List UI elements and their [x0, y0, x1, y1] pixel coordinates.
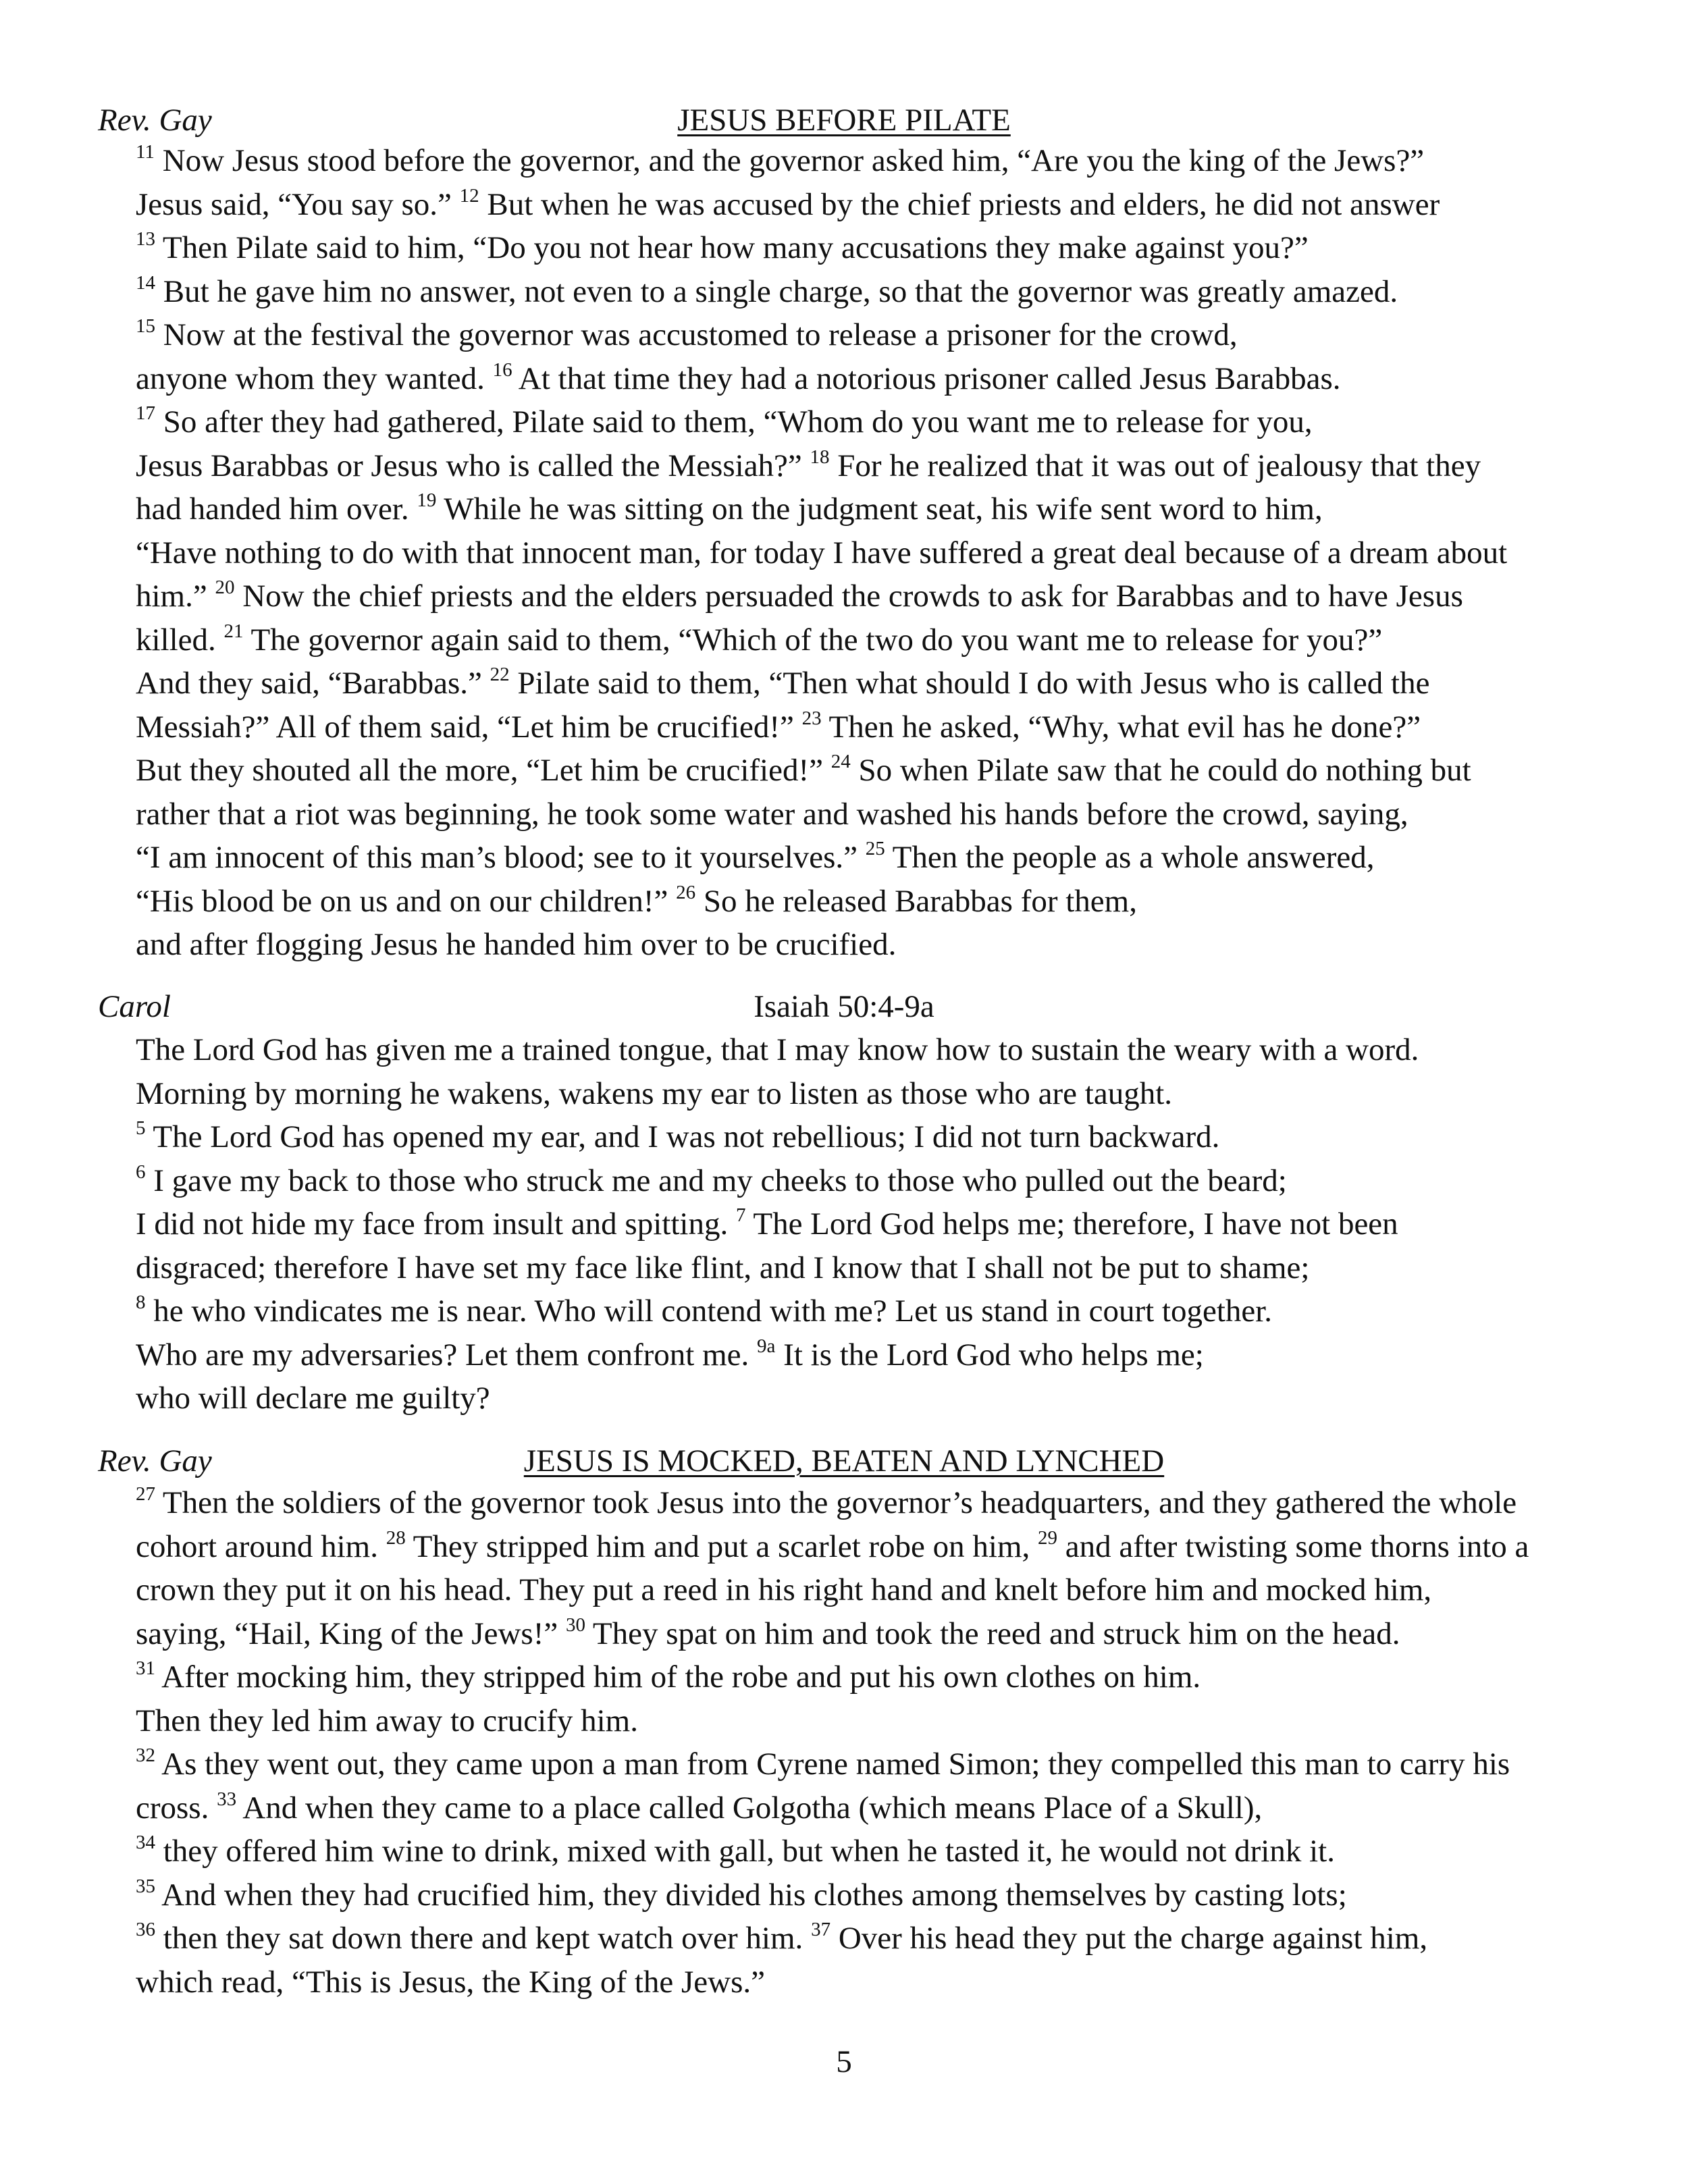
text-line	[136, 923, 1662, 967]
verse-number: 6	[136, 1161, 146, 1183]
page-number: 5	[836, 2044, 852, 2079]
verse-text: cohort around him.	[136, 1528, 386, 1564]
verse-text: he who vindicates me is near. Who will contend with me? Let us stand in court together.	[145, 1294, 1273, 1329]
verse-text: anyone whom they wanted.	[136, 361, 493, 396]
text-line	[136, 313, 1662, 357]
text-line	[136, 1786, 1662, 1830]
text-line	[136, 1742, 1662, 1786]
section-body-1	[136, 139, 1662, 967]
verse-text: then they sat down there and kept watch over him.	[155, 1921, 812, 1956]
verse-number: 20	[215, 577, 235, 598]
verse-text: Pilate said to them, “Then what should I do with Jesus who is called the	[509, 666, 1430, 701]
speaker-label: Rev. Gay	[98, 103, 212, 138]
verse-number: 12	[459, 184, 479, 207]
verse-number: 23	[801, 707, 822, 729]
text-line	[136, 705, 1662, 749]
text-line	[136, 1246, 1662, 1290]
text-line	[136, 226, 1662, 270]
verse-text: Now Jesus stood before the governor, and the governor asked him, “Are you the king of the Jews?”	[154, 143, 1425, 178]
text-line	[136, 1377, 1662, 1420]
text-line	[136, 880, 1662, 924]
verse-text: But he gave him no answer, not even to a single charge, so that the governor was greatly amazed.	[155, 273, 1398, 309]
verse-text: “His blood be on us and on our children!”	[136, 883, 677, 919]
verse-number: 29	[1038, 1526, 1058, 1549]
text-line	[136, 357, 1662, 401]
verse-number: 34	[136, 1832, 155, 1853]
verse-text: Then they led him away to crucify him.	[136, 1703, 638, 1738]
verse-text: The Lord God has opened my ear, and I was not rebellious; I did not turn backward.	[145, 1119, 1220, 1154]
text-line	[136, 1917, 1662, 1961]
verse-text: and after flogging Jesus he handed him over to be crucified.	[136, 927, 897, 962]
text-line	[136, 836, 1662, 880]
section-title: Isaiah 50:4-9a	[754, 989, 934, 1024]
text-line	[136, 487, 1662, 531]
verse-number: 25	[865, 838, 885, 859]
text-line	[136, 618, 1662, 662]
text-line	[136, 444, 1662, 488]
text-line	[136, 1115, 1662, 1159]
verse-text: Who are my adversaries? Let them confront me.	[136, 1337, 758, 1373]
verse-text: The Lord God has given me a trained tongue, that I may know how to sustain the weary with a word.	[136, 1032, 1419, 1067]
verse-text: disgraced; therefore I have set my face like flint, and I know that I shall not be put to shame;	[136, 1250, 1310, 1285]
verse-text: As they went out, they came upon a man from Cyrene named Simon; they compelled this man to carry his	[155, 1747, 1510, 1782]
text-line	[136, 793, 1662, 836]
verse-text: But when he was accused by the chief priests and elders, he did not answer	[479, 186, 1440, 222]
text-line	[136, 1028, 1662, 1072]
verse-text: So after they had gathered, Pilate said to them, “Whom do you want me to release for you,	[155, 404, 1313, 440]
verse-number: 11	[136, 141, 155, 163]
verse-number: 36	[136, 1919, 155, 1940]
verse-number: 7	[735, 1204, 746, 1226]
verse-text: rather that a riot was beginning, he took some water and washed his hands before the crowd, saying,	[136, 796, 1408, 832]
text-line	[136, 1612, 1662, 1656]
verse-text: After mocking him, they stripped him of the robe and put his own clothes on him.	[155, 1659, 1201, 1695]
verse-text: Now at the festival the governor was accustomed to release a prisoner for the crowd,	[155, 317, 1238, 352]
verse-text: Messiah?” All of them said, “Let him be crucified!”	[136, 709, 802, 745]
verse-number: 17	[136, 402, 155, 424]
verse-number: 14	[136, 271, 155, 294]
verse-text: And they said, “Barabbas.”	[136, 666, 490, 701]
text-line	[136, 1655, 1662, 1699]
verse-text: The Lord God helps me; therefore, I have not been	[745, 1206, 1398, 1242]
verse-text: Then Pilate said to him, “Do you not hear how many accusations they make against you?”	[155, 230, 1309, 265]
verse-text: which read, “This is Jesus, the King of the Jews.”	[136, 1964, 765, 2000]
text-line	[136, 662, 1662, 705]
speaker-label: Rev. Gay	[98, 1443, 212, 1479]
text-line	[136, 1568, 1662, 1612]
text-line	[136, 1202, 1662, 1246]
verse-text: For he realized that it was out of jealousy that they	[829, 448, 1481, 483]
section-title: JESUS BEFORE PILATE	[677, 103, 1011, 138]
verse-number: 18	[810, 446, 830, 468]
text-line	[136, 1289, 1662, 1333]
verse-number: 24	[830, 751, 851, 772]
verse-text: killed.	[136, 622, 224, 658]
text-line	[136, 270, 1662, 314]
verse-text: and after twisting some thorns into a	[1057, 1528, 1529, 1564]
verse-text: Then he asked, “Why, what evil has he done?”	[821, 709, 1421, 745]
verse-number: 35	[136, 1875, 155, 1897]
verse-text: Now the chief priests and the elders persuaded the crowds to ask for Barabbas and to have Jesus	[234, 579, 1463, 614]
text-line	[136, 1481, 1662, 1525]
verse-number: 21	[223, 620, 244, 642]
verse-text: They spat on him and took the reed and struck him on the head.	[585, 1616, 1400, 1651]
verse-text: And when they had crucified him, they divided his clothes among themselves by casting lots;	[155, 1877, 1347, 1913]
verse-number: 27	[136, 1483, 155, 1505]
verse-text: It is the Lord God who helps me;	[775, 1337, 1204, 1373]
text-line	[136, 1525, 1662, 1569]
text-line	[136, 1961, 1662, 2004]
text-line	[136, 1873, 1662, 1917]
verse-text: So he released Barabbas for them,	[695, 883, 1137, 919]
verse-number: 33	[217, 1788, 237, 1810]
verse-text: While he was sitting on the judgment seat, his wife sent word to him,	[436, 491, 1323, 527]
text-line	[136, 183, 1662, 227]
verse-number: 15	[136, 315, 155, 337]
speaker-label: Carol	[98, 989, 171, 1024]
verse-number: 22	[490, 664, 510, 685]
verse-text: Then the people as a whole answered,	[885, 840, 1375, 875]
verse-number: 8	[136, 1291, 146, 1313]
verse-text: Then the soldiers of the governor took Jesus into the governor’s headquarters, and they gathered the whole	[155, 1485, 1517, 1520]
text-line	[136, 1333, 1662, 1377]
text-line	[136, 531, 1662, 575]
verse-text: The governor again said to them, “Which of the two do you want me to release for you?”	[243, 622, 1383, 658]
verse-text: And when they came to a place called Golgotha (which means Place of a Skull),	[236, 1790, 1263, 1826]
verse-number: 26	[676, 881, 696, 903]
verse-text: So when Pilate saw that he could do nothing but	[850, 753, 1471, 788]
verse-text: crown they put it on his head. They put a reed in his right hand and knelt before him and mocked him,	[136, 1572, 1432, 1607]
verse-number: 37	[811, 1919, 831, 1940]
verse-number: 5	[136, 1117, 146, 1139]
verse-number: 28	[386, 1526, 406, 1549]
verse-number: 32	[136, 1744, 155, 1766]
text-line	[136, 1159, 1662, 1203]
verse-text: Over his head they put the charge against him,	[830, 1921, 1428, 1956]
text-line	[136, 1072, 1662, 1116]
verse-text: I gave my back to those who struck me and my cheeks to those who pulled out the beard;	[145, 1163, 1287, 1198]
text-line	[136, 139, 1662, 183]
verse-text: cross.	[136, 1790, 217, 1826]
section-body-2	[136, 1028, 1662, 1420]
verse-text: Morning by morning he wakens, wakens my ear to listen as those who are taught.	[136, 1075, 1173, 1111]
verse-number: 13	[136, 228, 155, 250]
verse-number: 30	[565, 1614, 585, 1636]
verse-text: they offered him wine to drink, mixed with gall, but when he tasted it, he would not drink it.	[155, 1834, 1335, 1869]
text-line	[136, 1830, 1662, 1873]
verse-number: 31	[136, 1657, 155, 1679]
section-body-3	[136, 1481, 1662, 2004]
text-line	[136, 400, 1662, 444]
verse-text: had handed him over.	[136, 491, 417, 527]
verse-number: 16	[492, 358, 512, 381]
verse-text: “I am innocent of this man’s blood; see to it yourselves.”	[136, 840, 866, 875]
verse-text: Jesus said, “You say so.”	[136, 186, 460, 222]
text-line	[136, 575, 1662, 618]
verse-text: But they shouted all the more, “Let him be crucified!”	[136, 753, 831, 788]
verse-text: who will declare me guilty?	[136, 1381, 490, 1416]
text-line	[136, 1699, 1662, 1743]
verse-text: I did not hide my face from insult and spitting.	[136, 1206, 736, 1242]
verse-text: “Have nothing to do with that innocent man, for today I have suffered a great deal because of a dream about	[136, 535, 1508, 570]
verse-text: They stripped him and put a scarlet robe on him,	[405, 1528, 1038, 1564]
text-line	[136, 749, 1662, 793]
verse-text: Jesus Barabbas or Jesus who is called the Messiah?”	[136, 448, 810, 483]
verse-number: 9a	[757, 1335, 776, 1357]
verse-text: him.”	[136, 579, 215, 614]
verse-text: At that time they had a notorious prisoner called Jesus Barabbas.	[512, 361, 1341, 396]
verse-number: 19	[417, 489, 437, 511]
verse-text: saying, “Hail, King of the Jews!”	[136, 1616, 566, 1651]
section-title: JESUS IS MOCKED, BEATEN AND LYNCHED	[523, 1443, 1165, 1479]
